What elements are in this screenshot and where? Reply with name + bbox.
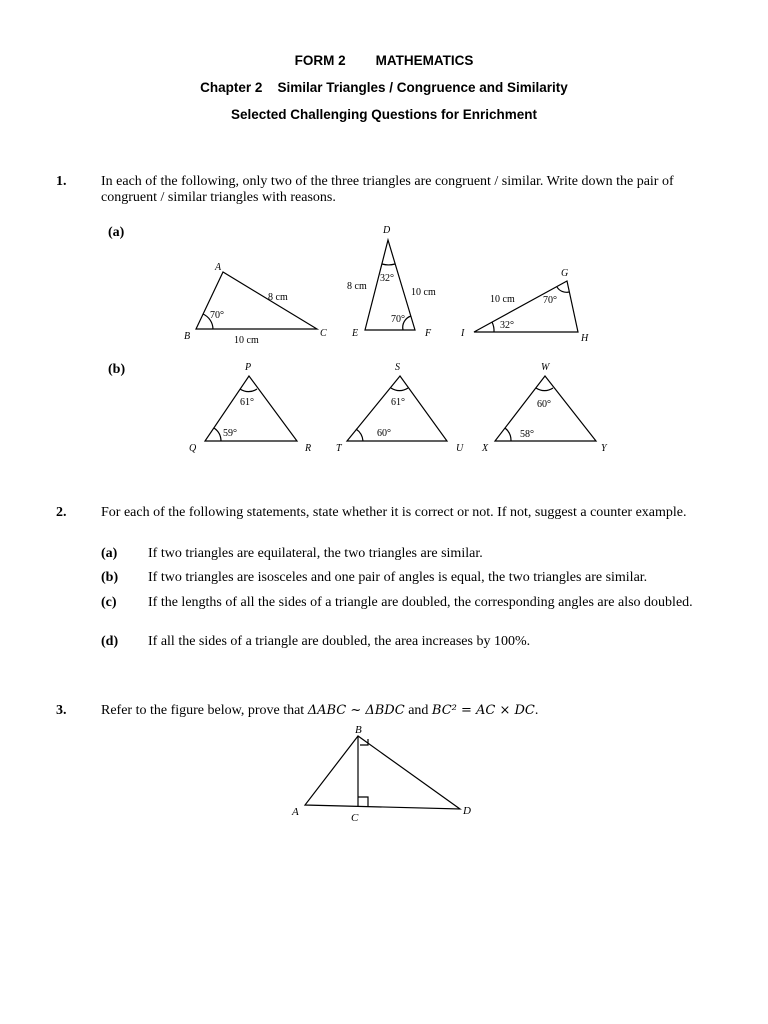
question-1-part-b-label: (b) xyxy=(108,362,126,377)
label-fig-d: D xyxy=(463,805,471,817)
label-a: A xyxy=(215,262,222,273)
angle-s-value: 61° xyxy=(391,397,405,408)
label-w: W xyxy=(541,362,550,373)
header-chapter-title: Similar Triangles / Congruence and Similarity xyxy=(277,80,568,95)
angle-q-value: 59° xyxy=(223,428,237,439)
label-t: T xyxy=(336,443,342,454)
question-1-part-a-label: (a) xyxy=(108,225,125,240)
label-f: F xyxy=(425,328,432,339)
header-subject: MATHEMATICS xyxy=(375,53,474,68)
item-d-text: If all the sides of a triangle are doubled, the area increases by 100%. xyxy=(148,634,531,649)
q3-text-mid: and xyxy=(404,703,432,718)
label-c: C xyxy=(320,328,327,339)
item-a-text: If two triangles are equilateral, the two triangles are similar. xyxy=(148,546,483,561)
angle-d-value: 32° xyxy=(380,273,394,284)
label-r: R xyxy=(305,443,312,454)
label-e: E xyxy=(352,328,359,339)
label-fig-b: B xyxy=(355,724,362,736)
angle-b-value: 70° xyxy=(210,310,224,321)
angle-x-value: 58° xyxy=(520,429,534,440)
question-2-text: For each of the following statements, state whether it is correct or not. If not, suggest a counter example. xyxy=(101,505,687,520)
label-b: B xyxy=(184,331,191,342)
q3-equation: BC² = AC × DC xyxy=(431,703,535,718)
label-h: H xyxy=(581,333,589,344)
label-s: S xyxy=(395,362,400,373)
angle-f-value: 70° xyxy=(391,314,405,325)
label-fig-c: C xyxy=(351,812,359,824)
triangle-abd xyxy=(305,736,460,809)
angle-i-value: 32° xyxy=(500,320,514,331)
side-ac-length: 8 cm xyxy=(268,292,288,303)
label-g: G xyxy=(561,268,569,279)
header-line-3: Selected Challenging Questions for Enrichment xyxy=(230,107,538,122)
item-b-text: If two triangles are isosceles and one pair of angles is equal, the two triangles are similar. xyxy=(148,570,648,585)
item-b-key: (b) xyxy=(101,570,119,585)
header-chapter: Chapter 2 xyxy=(200,80,263,95)
side-de-length: 8 cm xyxy=(347,281,367,292)
label-d: D xyxy=(383,225,391,236)
question-1-text: In each of the following, only two of the three triangles are congruent / similar. Write down the pair of congruent / similar triangles with reasons. xyxy=(101,174,674,205)
label-i: I xyxy=(461,328,465,339)
question-3-number: 3. xyxy=(56,703,67,718)
q3-similarity-expression: ΔABC ~ ΔBDC xyxy=(307,703,405,718)
q3-text-before: Refer to the figure below, prove that xyxy=(101,703,308,718)
angle-w-value: 60° xyxy=(537,399,551,410)
side-ig-length: 10 cm xyxy=(490,294,515,305)
label-p: P xyxy=(245,362,252,373)
right-angle-mark-c xyxy=(358,797,368,807)
angle-t-value: 60° xyxy=(377,428,391,439)
q3-text-end: . xyxy=(534,703,539,718)
label-u: U xyxy=(456,443,464,454)
item-d-key: (d) xyxy=(101,634,119,649)
angle-g-value: 70° xyxy=(543,295,557,306)
label-x: X xyxy=(482,443,489,454)
question-2-number: 2. xyxy=(56,505,67,520)
label-q: Q xyxy=(189,443,197,454)
header-form: FORM 2 xyxy=(294,53,346,68)
side-df-length: 10 cm xyxy=(411,287,436,298)
side-bc-length: 10 cm xyxy=(234,335,259,346)
item-a-key: (a) xyxy=(101,546,118,561)
question-1-number: 1. xyxy=(56,174,67,189)
item-c-key: (c) xyxy=(101,595,117,610)
label-y: Y xyxy=(601,443,607,454)
label-fig-a: A xyxy=(292,806,299,818)
angle-p-value: 61° xyxy=(240,397,254,408)
item-c-text: If the lengths of all the sides of a triangle are doubled, the corresponding angles are also doubled. xyxy=(148,595,693,610)
